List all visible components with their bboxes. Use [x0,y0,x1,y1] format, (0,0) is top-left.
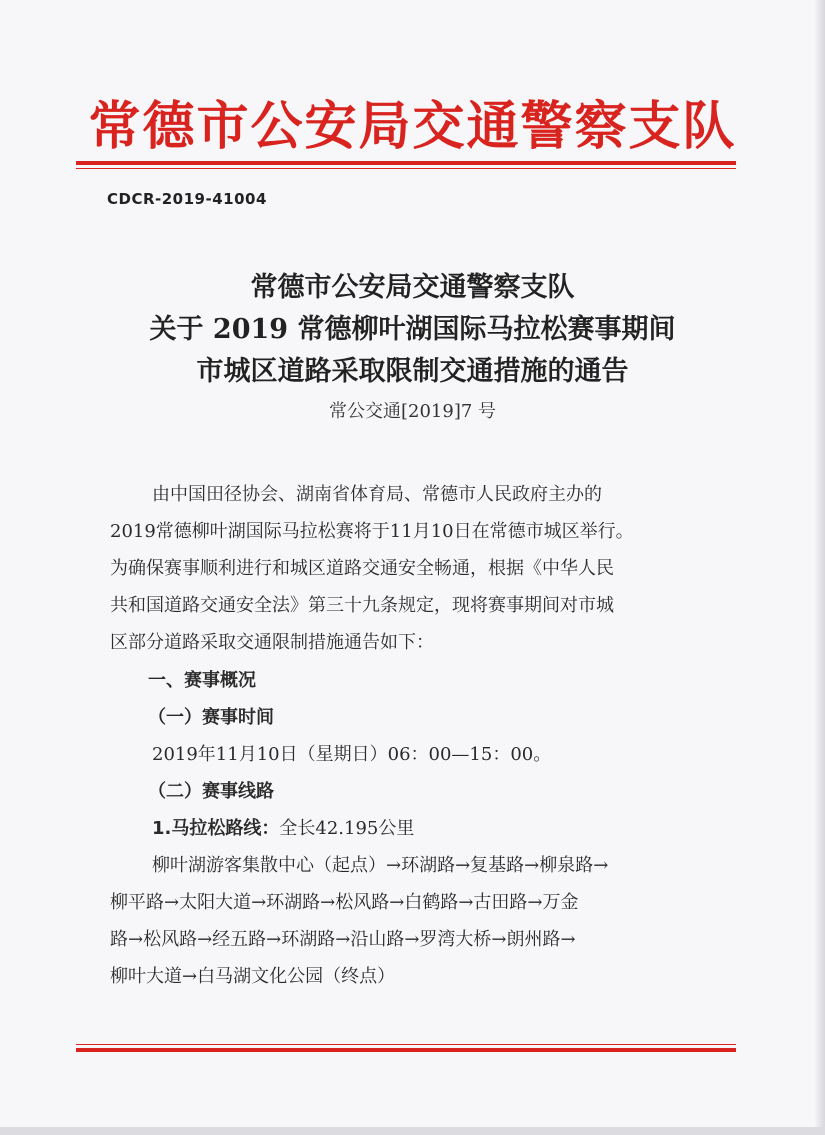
route-length: 全长42.195公里 [279,818,415,839]
document-number: 常公交通[2019]7 号 [328,401,497,422]
route-line: 柳叶湖游客集散中心（起点）→环湖路→复基路→柳泉路→ [152,855,609,876]
section-heading: 一、赛事概况 [148,670,256,691]
intro-line: 区部分道路采取交通限制措施通告如下： [110,632,434,653]
route-heading-line [152,810,752,847]
notice-title-line-2: 关于 2019 常德柳叶湖国际马拉松赛事期间 [149,314,676,345]
route-line: 路→松风路→经五路→环湖路→沿山路→罗湾大桥→朗州路→ [110,929,576,950]
footer-rule-thick [76,1048,736,1052]
notice-title-line-3: 市城区道路采取限制交通措施的通告 [196,356,629,387]
route-line: 柳平路→太阳大道→环湖路→松风路→白鹤路→古田路→万金 [110,892,579,913]
subsection-heading: （一）赛事时间 [148,707,274,728]
document-code: CDCR-2019-41004 [107,190,267,208]
intro-line: 共和国道路交通安全法》第三十九条规定，现将赛事期间对市城 [110,595,614,616]
masthead-rule-thick [76,161,736,165]
footer-rule-thin [76,1044,736,1045]
masthead-rule-thin [76,168,736,169]
page-bottom-edge [0,1127,825,1135]
intro-line: 由中国田径协会、湖南省体育局、常德市人民政府主办的 [152,484,602,505]
route-line: 柳叶大道→白马湖文化公园（终点） [110,966,396,987]
event-time: 2019年11月10日（星期日）06：00—15：00。 [152,744,552,765]
masthead-title: 常德市公安局交通警察支队 [88,96,737,157]
notice-title-line-1: 常德市公安局交通警察支队 [250,272,575,303]
route-label: 1.马拉松路线： [152,818,280,839]
intro-line: 为确保赛事顺利进行和城区道路交通安全畅通，根据《中华人民 [110,558,614,579]
page-edge-shadow [815,0,825,1135]
subsection-heading: （二）赛事线路 [148,781,274,802]
intro-line: 2019常德柳叶湖国际马拉松赛将于11月10日在常德市城区举行。 [110,521,634,542]
